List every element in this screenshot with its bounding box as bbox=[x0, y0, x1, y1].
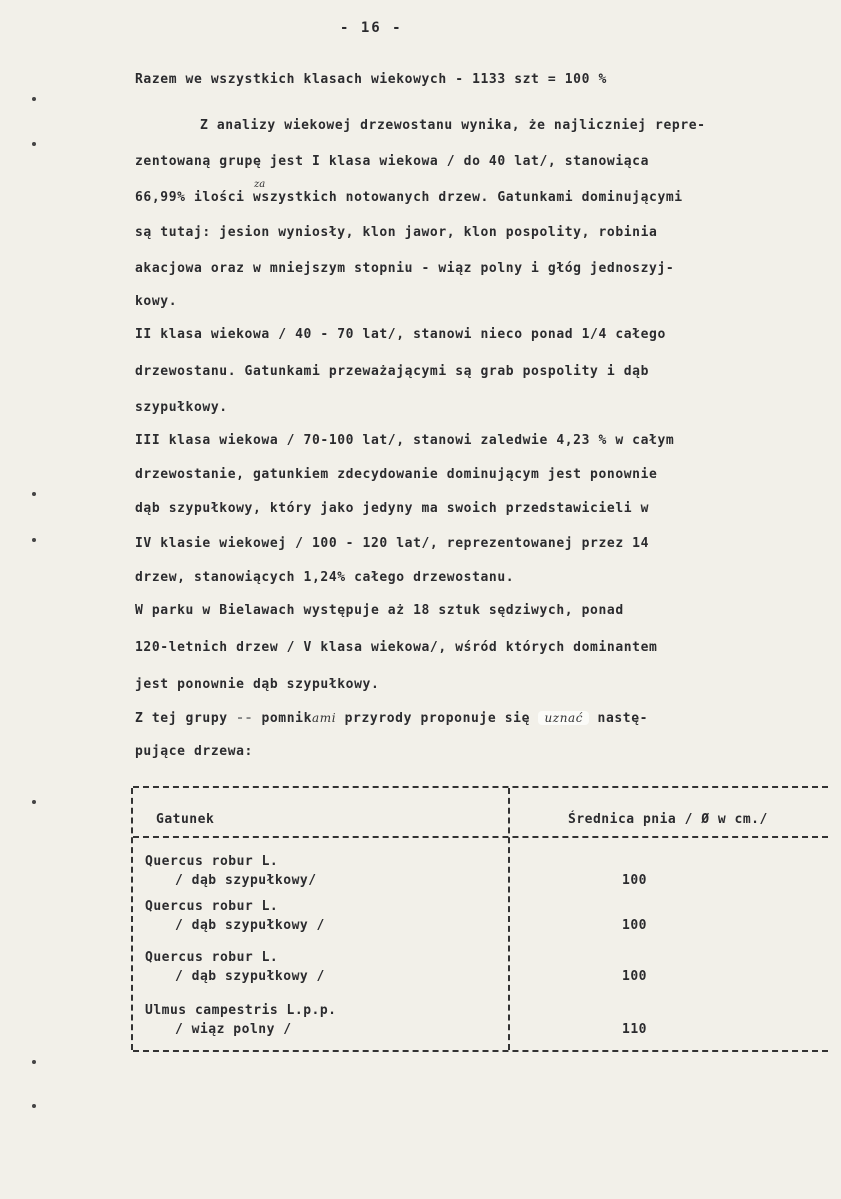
handwritten-correction: uznać bbox=[538, 711, 589, 725]
text-line: W parku w Bielawach występuje aż 18 sztuk sędziwych, ponad bbox=[135, 603, 624, 618]
table-header-species: Gatunek bbox=[156, 812, 215, 827]
text-line: dąb szypułkowy, który jako jedyny ma swoich przedstawicieli w bbox=[135, 501, 650, 516]
table-header-diameter: Średnica pnia / Ø w cm./ bbox=[568, 812, 768, 827]
text-line: 66,99% ilości wszystkich notowanych drzew. Gatunkami dominującymi bbox=[135, 190, 683, 205]
text-line: są tutaj: jesion wyniosły, klon jawor, klon pospolity, robinia bbox=[135, 225, 658, 240]
margin-mark bbox=[32, 492, 36, 496]
table-row-diameter: 100 bbox=[622, 873, 647, 888]
table-row-latin: Quercus robur L. bbox=[145, 899, 279, 914]
text-fragment: przyrody proponuje się bbox=[344, 711, 530, 726]
text-line: drzewostanu. Gatunkami przeważającymi są grab pospolity i dąb bbox=[135, 364, 650, 379]
margin-mark bbox=[32, 97, 36, 101]
table-row-diameter: 110 bbox=[622, 1022, 647, 1037]
text-line: pujące drzewa: bbox=[135, 744, 253, 759]
text-line: III klasa wiekowa / 70-100 lat/, stanowi zaledwie 4,23 % w całym bbox=[135, 433, 675, 448]
table-row-latin: Quercus robur L. bbox=[145, 854, 279, 869]
margin-mark bbox=[32, 142, 36, 146]
text-line: drzew, stanowiących 1,24% całego drzewostanu. bbox=[135, 570, 515, 585]
text-fragment: Z tej grupy bbox=[135, 711, 228, 726]
table-row-polish: / dąb szypułkowy / bbox=[175, 969, 325, 984]
text-line: akacjowa oraz w mniejszym stopniu - wiąz polny i głóg jednoszyj- bbox=[135, 261, 675, 276]
text-line: Z analizy wiekowej drzewostanu wynika, że najliczniej repre- bbox=[200, 118, 706, 133]
text-line-corrected bbox=[135, 711, 648, 726]
table-row-latin: Ulmus campestris L.p.p. bbox=[145, 1003, 337, 1018]
text-line: zentowaną grupę jest I klasa wiekowa / do 40 lat/, stanowiąca bbox=[135, 154, 650, 169]
table-row-polish: / wiąz polny / bbox=[175, 1022, 292, 1037]
table-left-border bbox=[131, 788, 133, 1050]
table-row-polish: / dąb szypułkowy / bbox=[175, 918, 325, 933]
table-row-latin: Quercus robur L. bbox=[145, 950, 279, 965]
table-bottom-border bbox=[133, 1050, 828, 1052]
text-line: II klasa wiekowa / 40 - 70 lat/, stanowi nieco ponad 1/4 całego bbox=[135, 327, 666, 342]
margin-mark bbox=[32, 800, 36, 804]
text-line: szypułkowy. bbox=[135, 400, 228, 415]
page-number: - 16 - bbox=[340, 20, 403, 36]
struck-text: -- bbox=[236, 711, 253, 726]
table-column-divider bbox=[508, 788, 510, 1050]
table-row-diameter: 100 bbox=[622, 969, 647, 984]
handwritten-insert: ami bbox=[312, 711, 337, 725]
text-line: drzewostanie, gatunkiem zdecydowanie dominującym jest ponownie bbox=[135, 467, 658, 482]
table-top-border bbox=[133, 786, 828, 788]
text-line: Razem we wszystkich klasach wiekowych - 1133 szt = 100 % bbox=[135, 72, 607, 87]
text-fragment: pomnik bbox=[261, 711, 312, 726]
text-line: jest ponownie dąb szypułkowy. bbox=[135, 677, 380, 692]
table-header-border bbox=[133, 836, 828, 838]
text-line: kowy. bbox=[135, 294, 178, 309]
table-row-diameter: 100 bbox=[622, 918, 647, 933]
text-line: IV klasie wiekowej / 100 - 120 lat/, reprezentowanej przez 14 bbox=[135, 536, 650, 551]
margin-mark bbox=[32, 1104, 36, 1108]
text-line: 120-letnich drzew / V klasa wiekowa/, wśród których dominantem bbox=[135, 640, 658, 655]
table-row-polish: / dąb szypułkowy/ bbox=[175, 873, 317, 888]
margin-mark bbox=[32, 538, 36, 542]
text-fragment: nastę- bbox=[597, 711, 649, 726]
margin-mark bbox=[32, 1060, 36, 1064]
handwritten-note: za bbox=[254, 179, 266, 190]
